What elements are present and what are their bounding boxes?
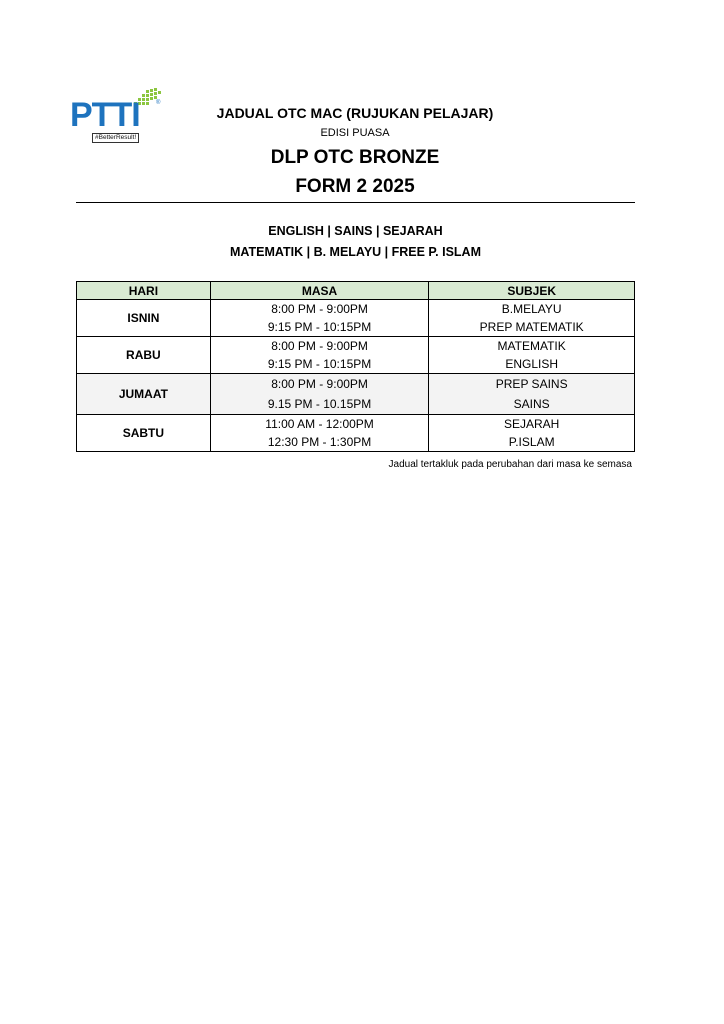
day-cell: SABTU [77,415,211,452]
subject-cell: B.MELAYU [429,300,635,319]
time-cell: 9:15 PM - 10:15PM [210,318,429,337]
time-cell: 9.15 PM - 10.15PM [210,394,429,415]
time-cell: 8:00 PM - 9:00PM [210,374,429,395]
table-header-row [77,282,635,300]
form-title: FORM 2 2025 [295,176,415,197]
table-row [77,337,635,356]
time-cell: 12:30 PM - 1:30PM [210,433,429,452]
header-subjek: SUBJEK [429,282,635,300]
program-title: DLP OTC BRONZE [270,147,440,168]
header-masa: MASA [210,282,429,300]
table-row [77,300,635,319]
subject-cell: SEJARAH [429,415,635,434]
subject-cell: ENGLISH [429,355,635,374]
time-cell: 8:00 PM - 9:00PM [210,337,429,356]
disclaimer-note: Jadual tertakluk pada perubahan dari masa ke semasa [388,459,632,470]
edition-label: EDISI PUASA [320,127,390,139]
day-cell: RABU [77,337,211,374]
logo-tagline: #BetterResult! [92,133,139,143]
ptti-logo [70,88,170,144]
table-row [77,374,635,395]
time-cell: 11:00 AM - 12:00PM [210,415,429,434]
day-cell: JUMAAT [77,374,211,415]
subject-cell: P.ISLAM [429,433,635,452]
subjects-line-1: ENGLISH | SAINS | SEJARAH [268,224,443,238]
document-title: JADUAL OTC MAC (RUJUKAN PELAJAR) [216,105,494,121]
subjects-line-2: MATEMATIK | B. MELAYU | FREE P. ISLAM [230,245,481,259]
time-cell: 9:15 PM - 10:15PM [210,355,429,374]
time-cell: 8:00 PM - 9:00PM [210,300,429,319]
subject-cell: SAINS [429,394,635,415]
table-row [77,415,635,434]
logo-wordmark: PTTI [70,96,140,134]
schedule-table [76,281,635,452]
subject-cell: PREP SAINS [429,374,635,395]
logo-registered-mark: ® [156,100,161,106]
header-hari: HARI [77,282,211,300]
subject-cell: MATEMATIK [429,337,635,356]
header-divider [76,202,635,203]
subject-cell: PREP MATEMATIK [429,318,635,337]
day-cell: ISNIN [77,300,211,337]
